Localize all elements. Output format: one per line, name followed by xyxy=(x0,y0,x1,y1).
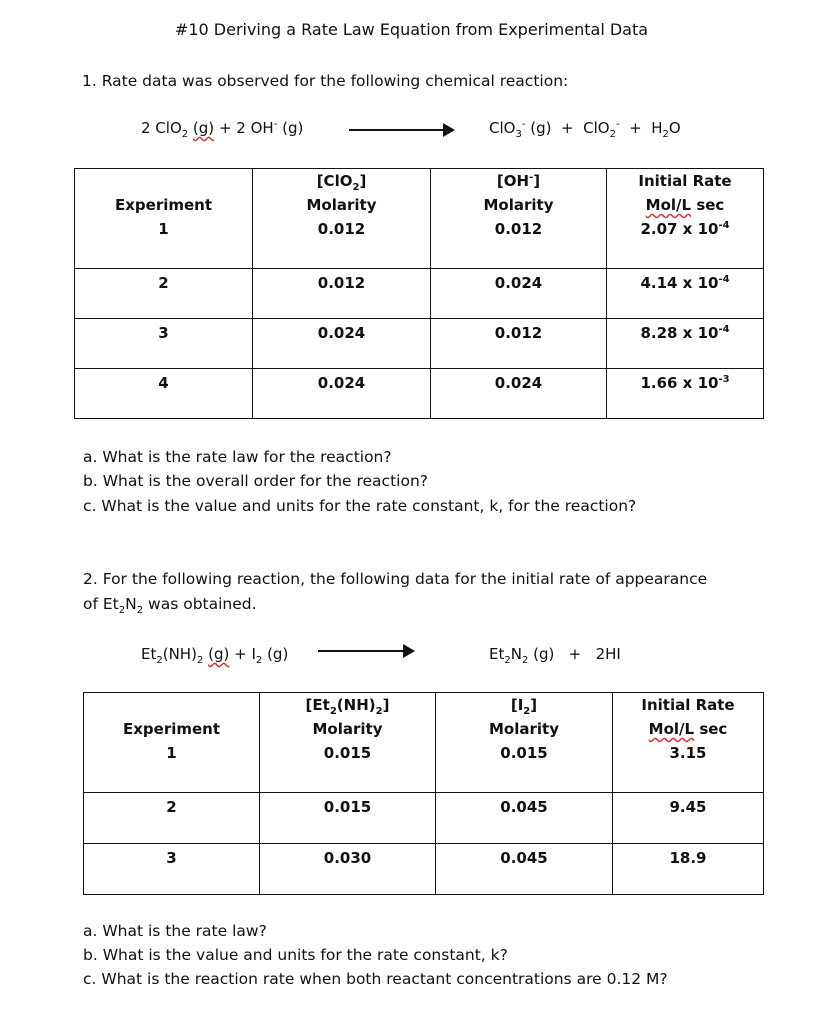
q1-reactants: 2 ClO$_2$ (g) + 2 OH- (g) xyxy=(141,119,304,140)
q1-question-b: b. What is the overall order for the reaction? xyxy=(83,472,428,490)
oh-header-cell: [OH-] Molarity 0.012 xyxy=(431,169,607,269)
page-title: #10 Deriving a Rate Law Equation from Experimental Data xyxy=(174,20,649,39)
et2nh2-header-cell: $[Et_2(NH)_2]$ Molarity 0.015 xyxy=(260,693,436,793)
table-row: 3 0.024 0.012 8.28 x $10^{-4}$ xyxy=(75,319,764,369)
q1-data-table xyxy=(74,168,764,419)
q2-question-a: a. What is the rate law? xyxy=(83,922,267,940)
table-row: 3 0.030 0.045 18.9 xyxy=(84,844,764,895)
experiment-header-cell: Experiment 1 xyxy=(84,693,260,793)
q2-reactants: $Et_2(NH)_2$ $(g) + I_2$ (g) xyxy=(141,645,289,666)
table-row: 2 0.015 0.045 9.45 xyxy=(84,793,764,844)
q2-data-table xyxy=(83,692,764,895)
clo2-header-cell: [ClO$_2$] Molarity 0.012 xyxy=(253,169,431,269)
q2-prompt-line1: 2. For the following reaction, the following data for the initial rate of appearance xyxy=(83,570,708,588)
rate-header-cell: Initial Rate Mol/L sec 2.07 x $10^{-4}$ xyxy=(607,169,764,269)
table-row: 2 0.012 0.024 4.14 x $10^{-4}$ xyxy=(75,269,764,319)
q2-question-c: c. What is the reaction rate when both reactant concentrations are 0.12 M? xyxy=(83,970,668,988)
q1-question-a: a. What is the rate law for the reaction? xyxy=(83,448,392,466)
q1-products: ClO$_3$- $(g) + ClO_2^- + H_2O$ xyxy=(489,119,681,140)
i2-header-cell: $[I_2]$ Molarity 0.015 xyxy=(436,693,613,793)
table-row xyxy=(84,693,764,793)
experiment-header-cell: Experiment 1 xyxy=(75,169,253,269)
table-row xyxy=(75,169,764,269)
q1-question-c: c. What is the value and units for the rate constant, k, for the reaction? xyxy=(83,497,637,515)
q2-prompt-line2: of $Et_2N_2$ was obtained. xyxy=(83,595,257,617)
q2-products: $Et_2N_2$ (g) + 2HI xyxy=(489,645,621,666)
table-row: 4 0.024 0.024 1.66 x $10^{-3}$ xyxy=(75,369,764,419)
reaction-arrow-icon xyxy=(318,650,413,652)
reaction-arrow-icon xyxy=(349,129,453,131)
q2-question-b: b. What is the value and units for the rate constant, k? xyxy=(83,946,508,964)
q1-prompt: 1. Rate data was observed for the following chemical reaction: xyxy=(82,72,569,90)
rate-header-cell: Initial Rate Mol/L sec 3.15 xyxy=(613,693,764,793)
